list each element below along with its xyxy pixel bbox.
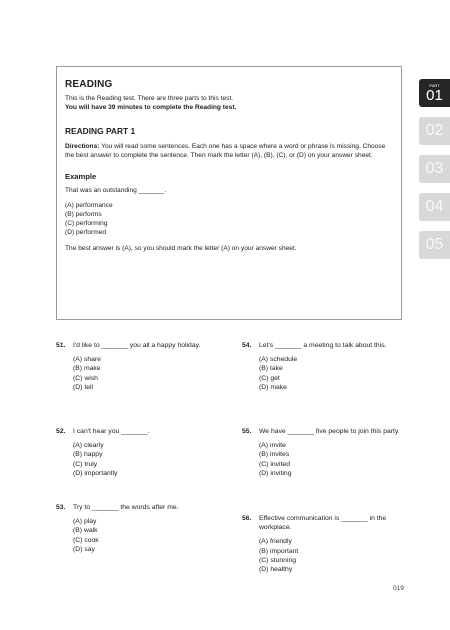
question-stem: Let's _______ a meeting to talk about this.: [259, 342, 387, 349]
option: (B) walk: [73, 527, 98, 535]
question-56: [242, 514, 402, 574]
tab-number: 04: [425, 198, 444, 215]
option: (C) cook: [73, 536, 99, 544]
option: (C) wish: [73, 374, 98, 382]
question-number: 55.: [242, 428, 252, 435]
example-options: [65, 201, 393, 237]
question-55: [242, 427, 402, 478]
question-options: [259, 537, 402, 574]
option: (B) make: [73, 365, 101, 373]
option: (C) invited: [259, 460, 290, 468]
directions: [65, 142, 393, 160]
page-number: 019: [393, 585, 404, 592]
option: (B) invites: [259, 451, 290, 459]
option: (B) important: [259, 547, 299, 555]
option: (D) tell: [73, 383, 94, 391]
question-stem: Effective communication is _______ in the workplace.: [259, 515, 387, 532]
tab-part-01[interactable]: [419, 79, 450, 107]
tab-part-02[interactable]: [419, 117, 450, 145]
option: (C) get: [259, 374, 280, 382]
option: (B) take: [259, 365, 283, 373]
tab-part-03[interactable]: [419, 155, 450, 183]
option: (A) play: [73, 518, 97, 526]
question-options: [259, 355, 402, 392]
tab-part-04[interactable]: [419, 193, 450, 221]
example-sentence: That was an outstanding _______.: [65, 187, 167, 194]
tab-number: 01: [426, 86, 443, 104]
question-number: 53.: [56, 504, 66, 511]
question-options: [73, 517, 216, 554]
question-stem: I'd like to _______ you all a happy holiday.: [73, 342, 201, 349]
tab-number: 02: [425, 122, 444, 139]
question-number: 51.: [56, 342, 66, 349]
tab-number: 03: [425, 160, 444, 177]
reading-time-note: You will have 39 minutes to complete the Reading test.: [65, 104, 237, 111]
example-option: (A) performance: [65, 202, 113, 209]
option: (A) invite: [259, 442, 286, 450]
question-51: [56, 341, 216, 392]
option: (A) share: [73, 356, 101, 364]
option: (D) importantly: [73, 469, 118, 477]
option: (B) happy: [73, 451, 103, 459]
option: (D) say: [73, 545, 95, 553]
option: (A) friendly: [259, 538, 292, 546]
tab-part-label: PART: [429, 82, 440, 88]
part-title: READING PART 1: [65, 126, 136, 136]
reading-instructions-box: [56, 66, 402, 320]
tab-number: 05: [425, 236, 444, 253]
question-number: 52.: [56, 428, 66, 435]
question-54: [242, 341, 402, 392]
question-options: [259, 441, 402, 478]
question-number: 56.: [242, 515, 252, 522]
question-53: [56, 503, 216, 554]
example-answer: The best answer is (A), so you should mark the letter (A) on your answer sheet.: [65, 245, 297, 252]
option: (C) stunning: [259, 556, 297, 564]
question-number: 54.: [242, 342, 252, 349]
reading-title: READING: [65, 79, 113, 90]
question-options: [73, 355, 216, 392]
option: (D) inviting: [259, 469, 292, 477]
question-52: [56, 427, 216, 478]
option: (D) healthy: [259, 566, 293, 574]
option: (A) clearly: [73, 442, 104, 450]
example-option: (C) performing: [65, 220, 108, 227]
option: (C) truly: [73, 460, 98, 468]
tab-part-05[interactable]: [419, 231, 450, 259]
reading-intro: This is the Reading test. There are three parts to this test.: [65, 95, 234, 102]
question-options: [73, 441, 216, 478]
example-option: (B) performs: [65, 211, 102, 218]
question-stem: We have _______ five people to join this party.: [259, 428, 400, 435]
directions-label: Directions:: [65, 143, 100, 150]
example-title: Example: [65, 172, 97, 181]
option: (A) schedule: [259, 356, 298, 364]
question-stem: Try to _______ the words after me.: [73, 504, 179, 511]
question-stem: I can't hear you _______.: [73, 428, 150, 435]
directions-text: You will read some sentences. Each one has a space where a word or phrase is missing. Choose the best answer to complete the sentence. Then mark the letter (A), (B), (C), or (D) on your answer sheet.: [65, 143, 386, 159]
example-option: (D) performed: [65, 229, 107, 236]
option: (D) make: [259, 383, 287, 391]
